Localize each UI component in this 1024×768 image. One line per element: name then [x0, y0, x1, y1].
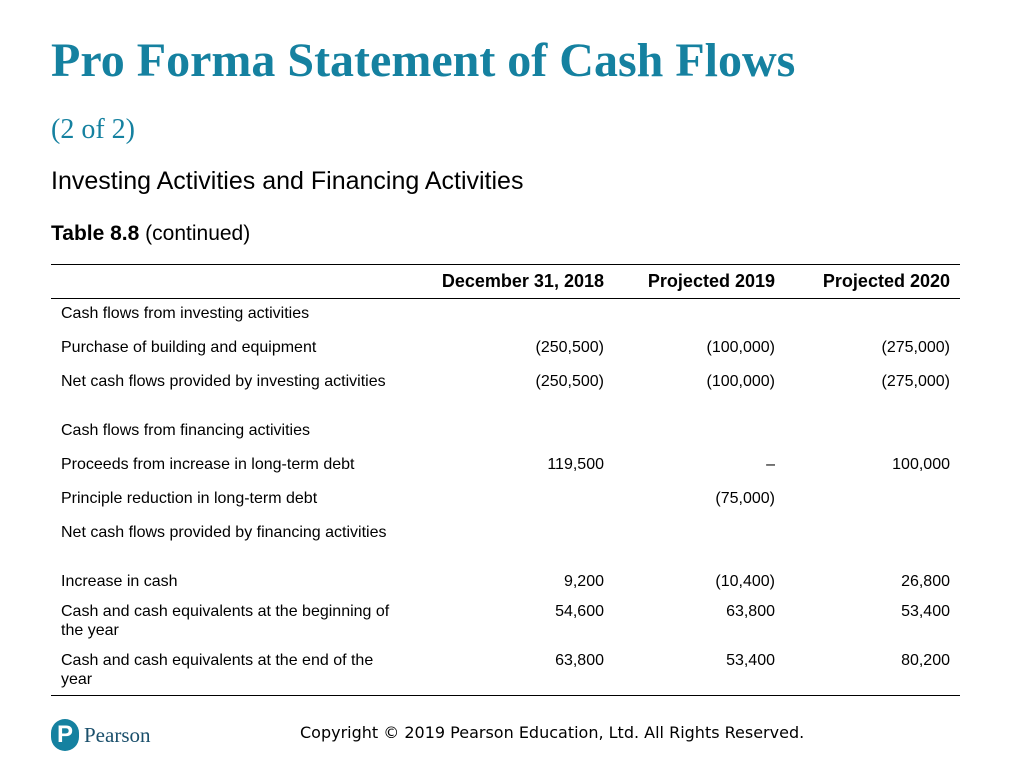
- column-header-label: [51, 265, 406, 299]
- row-label: Increase in cash: [61, 573, 178, 590]
- row-label: Cash flows from financing activities: [61, 422, 310, 439]
- table-row: [51, 367, 960, 416]
- table-row: [51, 450, 960, 484]
- cell-2019: (100,000): [706, 373, 775, 390]
- table-row: [51, 299, 960, 334]
- cell-2020: 100,000: [892, 456, 950, 473]
- pearson-logo: [51, 719, 151, 751]
- cell-2020: 53,400: [901, 603, 950, 620]
- table-row: [51, 484, 960, 518]
- table-row: [51, 567, 960, 597]
- cell-2018: 63,800: [555, 652, 604, 669]
- pearson-logo-icon: P: [51, 719, 79, 751]
- cell-2019: [614, 299, 785, 334]
- table-row: [51, 646, 960, 696]
- row-label: Principle reduction in long-term debt: [61, 490, 318, 507]
- cell-2020: [785, 518, 960, 567]
- cell-2019: [614, 518, 785, 567]
- cell-2019: (100,000): [706, 339, 775, 356]
- slide-title-part: (2 of 2): [51, 114, 135, 145]
- copyright-notice: Copyright © 2019 Pearson Education, Ltd. All Rights Reserved.: [300, 723, 805, 742]
- table-caption-label: Table 8.8: [51, 222, 140, 245]
- slide-title: [51, 30, 811, 161]
- column-header-2018: December 31, 2018: [441, 270, 604, 291]
- cell-2019: (10,400): [715, 573, 775, 590]
- table-caption: [51, 220, 250, 248]
- cell-2018: 119,500: [547, 456, 604, 473]
- cell-2018: [406, 484, 614, 518]
- column-header-2019: Projected 2019: [647, 270, 775, 291]
- cash-flow-table: [51, 264, 960, 696]
- table-row: [51, 416, 960, 450]
- cell-2020: (275,000): [881, 373, 950, 390]
- cell-2020: 80,200: [901, 652, 950, 669]
- cell-2018: 9,200: [563, 573, 604, 590]
- row-label: Net cash flows provided by investing activities: [61, 373, 386, 390]
- cell-2018: 54,600: [555, 603, 604, 620]
- cell-2019: –: [766, 456, 775, 473]
- row-label: Cash flows from investing activities: [61, 305, 310, 322]
- table-caption-note: (continued): [145, 222, 251, 245]
- slide-subtitle: Investing Activities and Financing Activities: [51, 167, 524, 195]
- row-label: Net cash flows provided by financing activities: [61, 524, 387, 541]
- row-label: Cash and cash equivalents at the end of the year: [61, 652, 374, 688]
- cell-2020: [785, 416, 960, 450]
- cell-2019: (75,000): [715, 490, 775, 507]
- cell-2019: 53,400: [726, 652, 775, 669]
- cell-2020: 26,800: [901, 573, 950, 590]
- row-label: Cash and cash equivalents at the beginning of the year: [61, 603, 390, 639]
- cash-flow-table-wrapper: [51, 264, 960, 696]
- cell-2018: [406, 416, 614, 450]
- table-row: [51, 597, 960, 646]
- cell-2019: [614, 416, 785, 450]
- cell-2020: [785, 299, 960, 334]
- row-label: Purchase of building and equipment: [61, 339, 317, 356]
- pearson-logo-text: Pearson: [84, 722, 151, 747]
- table-row: [51, 518, 960, 567]
- cell-2020: [785, 484, 960, 518]
- cell-2018: (250,500): [535, 373, 604, 390]
- table-header-row: [51, 265, 960, 299]
- cell-2018: (250,500): [535, 339, 604, 356]
- cell-2019: 63,800: [726, 603, 775, 620]
- slide-title-main: Pro Forma Statement of Cash Flows: [51, 34, 796, 87]
- column-header-2020: Projected 2020: [822, 270, 950, 291]
- cell-2018: [406, 518, 614, 567]
- cell-2020: (275,000): [881, 339, 950, 356]
- cell-2018: [406, 299, 614, 334]
- row-label: Proceeds from increase in long-term debt: [61, 456, 355, 473]
- table-row: [51, 333, 960, 367]
